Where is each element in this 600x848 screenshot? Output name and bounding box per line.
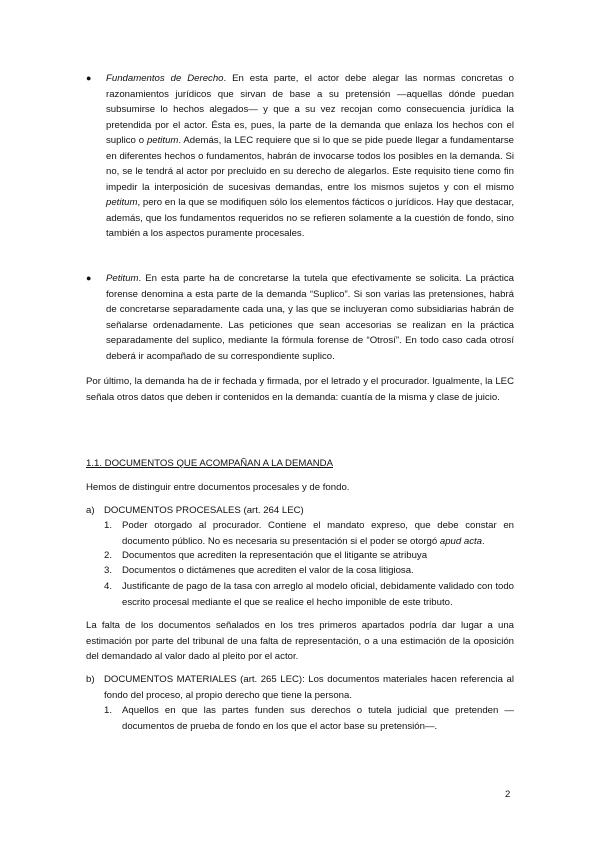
bullet-fundamentos bbox=[86, 71, 514, 242]
list-b-title: DOCUMENTOS MATERIALES (art. 265 LEC): Los documentos materiales hacen referencia al fondo del proceso, al propio derecho que tiene la persona. bbox=[104, 674, 514, 701]
list-a-item: 3. Documentos o dictámenes que acrediten el valor de la cosa litigiosa. bbox=[104, 565, 414, 576]
middle-paragraph: La falta de los documentos señalados en los tres primeros apartados podría dar lugar a una estimación por parte del tribunal de una falta de representación, o a una estimación de la oposición del demandado al valor dado al pleito por el actor. bbox=[86, 620, 514, 662]
bullet-title: Petitum bbox=[106, 273, 139, 284]
bullet-fundamentos-text: Fundamentos de Derecho. En esta parte, el actor debe alegar las normas concretas o razonamientos jurídicos que sirvan de base a su pretensión —aquellas dónde puedan subsumirse lo hechos alegados— y que a su vez recojan como consecuencia jurídica la pretendida por el actor. Ésta es, pues, la parte de la demanda que enlaza los hechos con el suplico o petitum. Además, la LEC requiere que si lo que se pide puede llegar a fundamentarse en diferentes hechos o fundamentos, habrán de invocarse todos los posibles en la demanda. Si no, se le tendrá al actor por precluido en su derecho de alegarlos. Este requisito tiene como fin impedir la interposición de sucesivas demandas, entre los mismos sujetos y con el mismo petitum, pero en la que se modifiquen sólo los elementos fácticos o jurídicos. Hay que destacar, además, que los fundamentos requeridos no se refieren solamente a la cuestión de fondo, sino también a los aspectos puramente procesales. bbox=[106, 73, 514, 239]
list-a-item: 4. Justificante de pago de la tasa con arreglo al modelo oficial, debidamente validado con todo escrito procesal mediante el que se realice el hecho imponible de este tributo. bbox=[104, 581, 514, 608]
section-heading: 1.1. DOCUMENTOS QUE ACOMPAÑAN A LA DEMANDA bbox=[86, 458, 334, 469]
intro-paragraph: Hemos de distinguir entre documentos procesales y de fondo. bbox=[86, 482, 350, 493]
list-b-item: 1. Aquellos en que las partes funden sus derechos o tutela judicial que pretenden —documentos de prueba de fondo en los que el actor base su pretensión—. bbox=[104, 705, 514, 732]
list-a-label: a) bbox=[86, 505, 95, 516]
list-a-item: 1. Poder otorgado al procurador. Contiene el mandato expreso, que debe constar en documento público. No es necesaria su presentación si el poder se otorgó apud acta. bbox=[104, 520, 514, 547]
list-a-title: DOCUMENTOS PROCESALES (art. 264 LEC) bbox=[104, 505, 304, 516]
bullet-icon: ● bbox=[86, 273, 92, 283]
list-b-label: b) bbox=[86, 674, 95, 685]
bullet-petitum bbox=[86, 271, 514, 364]
bullet-petitum-text: Petitum. En esta parte ha de concretarse la tutela que efectivamente se solicita. La práctica forense denomina a esta parte de la demanda “Suplico”. Si son varias las pretensiones, habrá de concretarse separadamente cada una, y las que se incluyeran como subsidiarias habrán de señalarse ordenadamente. Las peticiones que sean accesorias se realizan en la práctica separadamente del suplico, mediante la fórmula forense de “Otrosí”. En todo caso cada otrosí deberá ir acompañado de su correspondiente suplico. bbox=[106, 273, 514, 362]
closing-paragraph: Por último, la demanda ha de ir fechada y firmada, por el letrado y el procurador. Igualmente, la LEC señala otros datos que deben ir contenidos en la demanda: cuantía de la misma y clase de juicio. bbox=[86, 376, 514, 403]
page-number: 2 bbox=[505, 789, 511, 800]
bullet-title: Fundamentos de Derecho bbox=[106, 73, 224, 84]
list-a-item: 2. Documentos que acrediten la representación que el litigante se atribuya bbox=[104, 550, 428, 561]
bullet-icon: ● bbox=[86, 73, 92, 83]
